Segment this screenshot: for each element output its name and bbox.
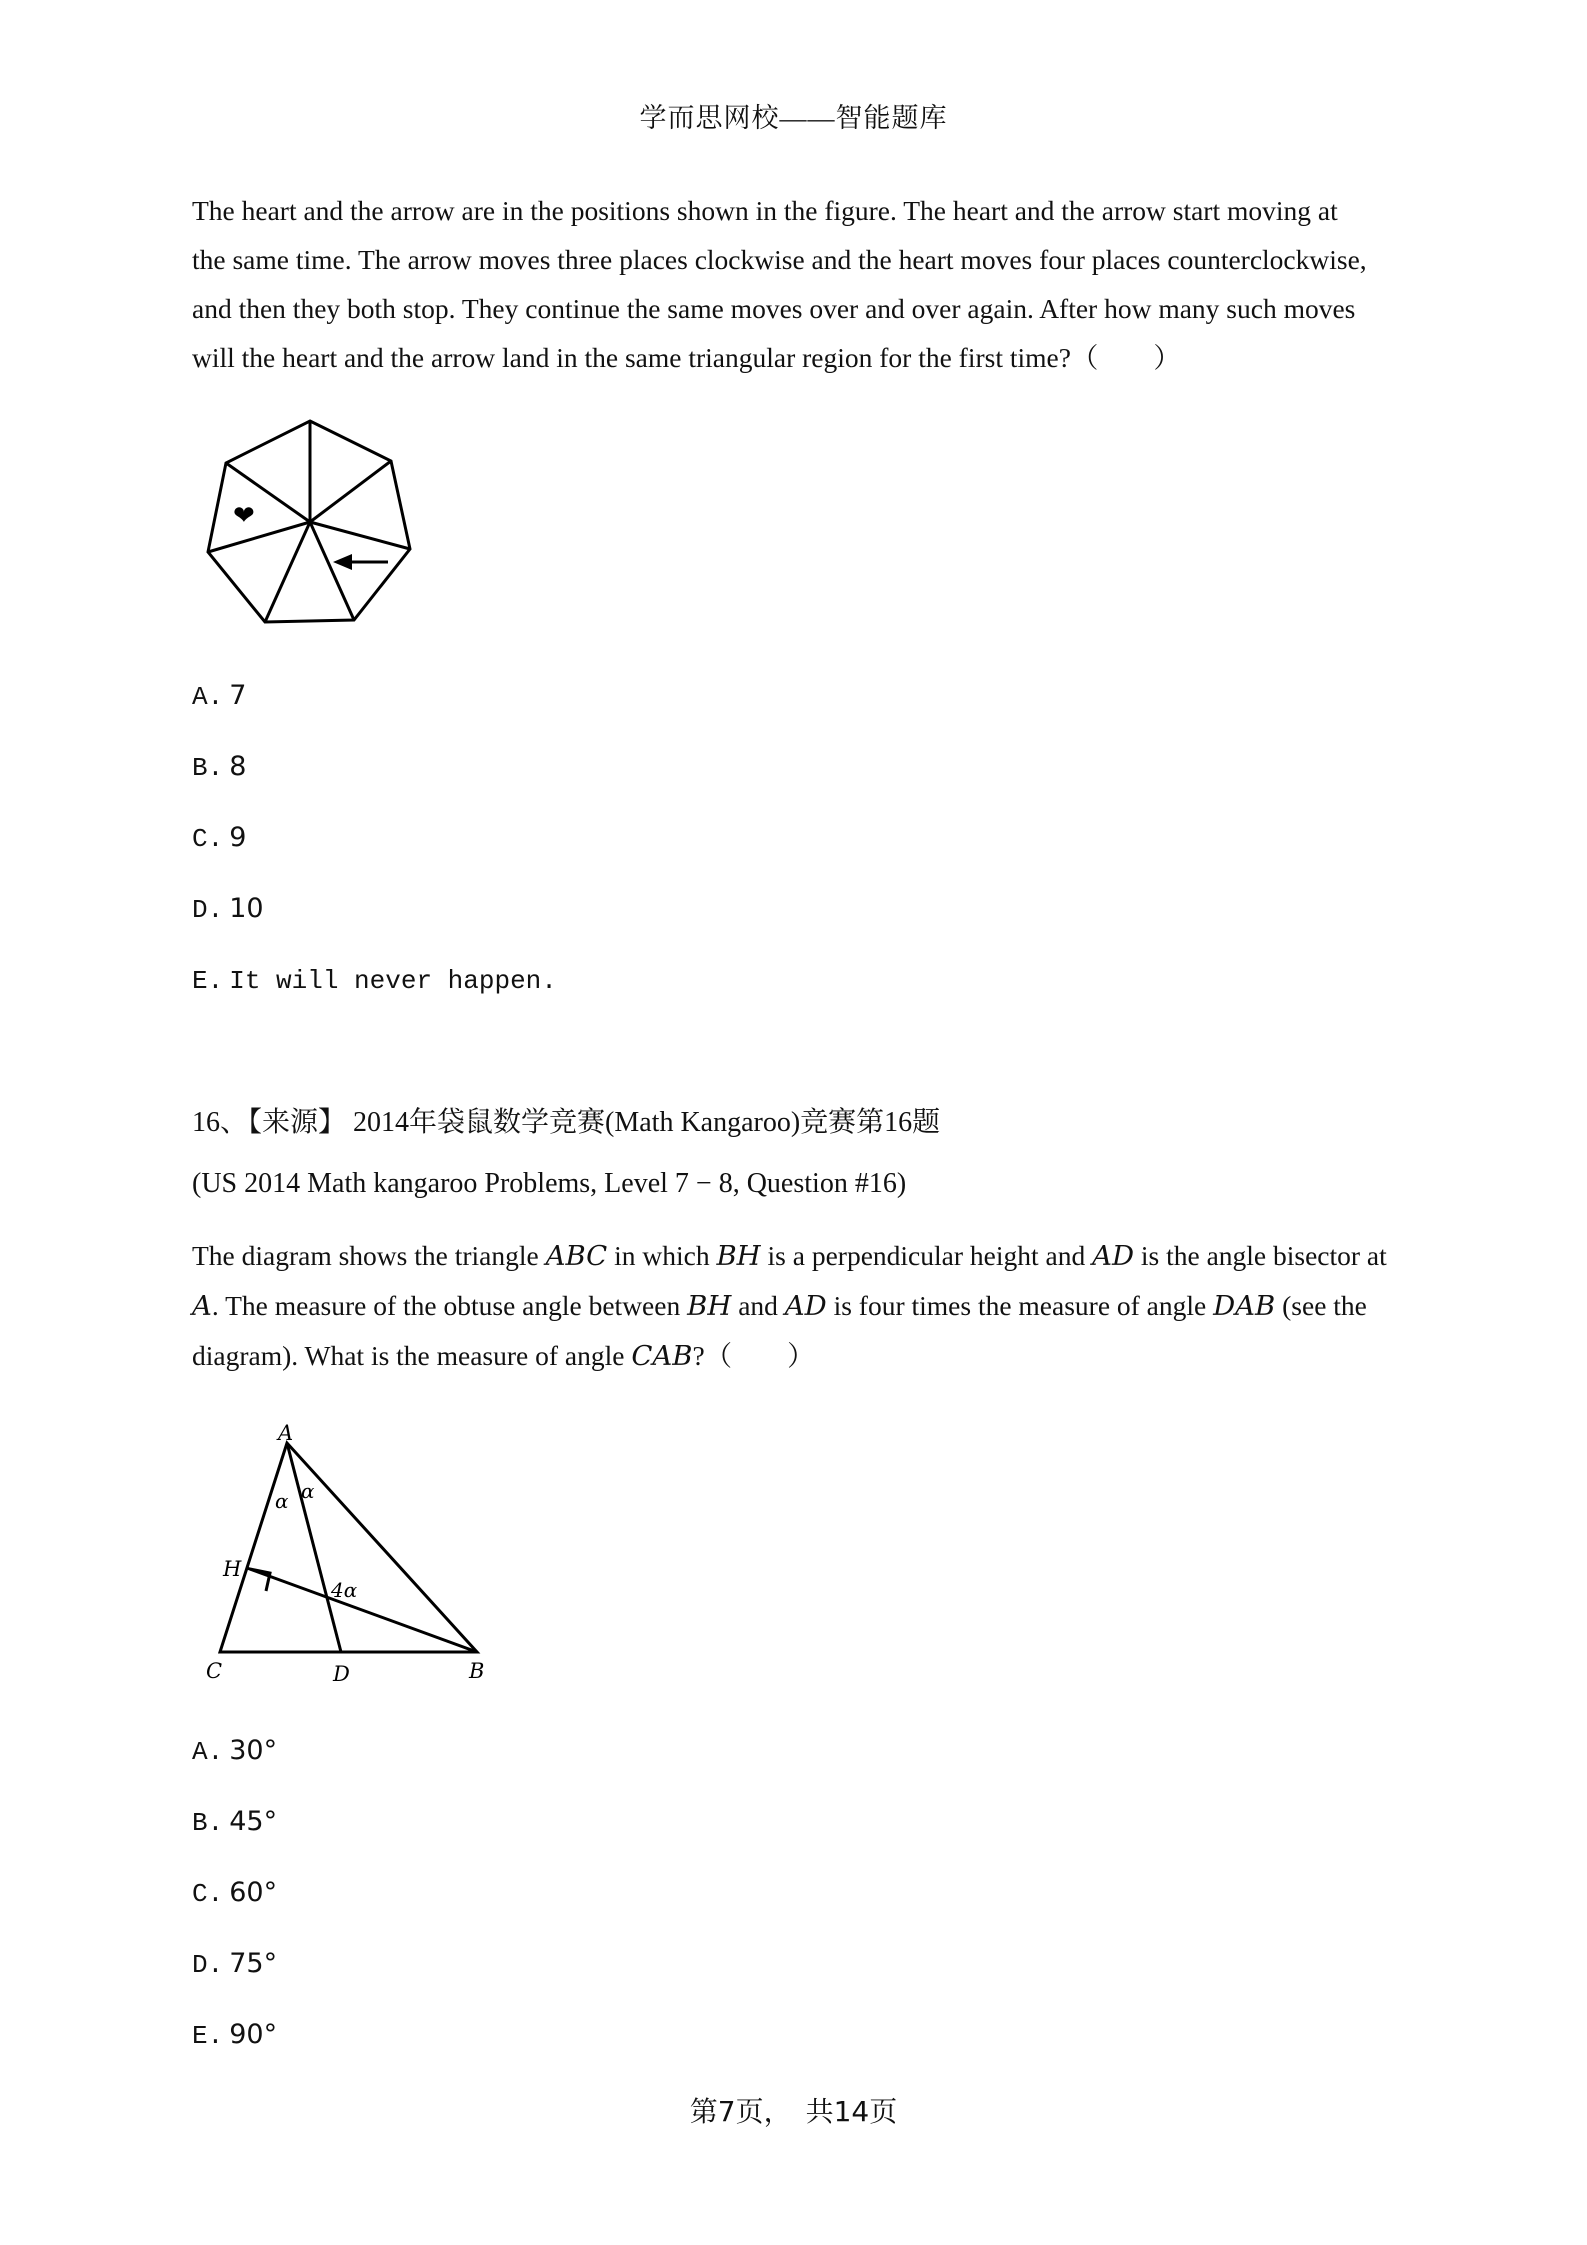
label-h: H bbox=[223, 1557, 242, 1581]
source-tag: 【来源】 bbox=[248, 1107, 347, 1138]
label-d: D bbox=[333, 1662, 350, 1686]
question-16-source bbox=[192, 1100, 940, 1140]
option-value: It will never happen. bbox=[229, 966, 557, 996]
triangle-abc bbox=[220, 1443, 477, 1652]
text-line: The heart and the arrow are in the positions shown in the figure. The heart and the arrow start moving at bbox=[192, 195, 1338, 226]
text-line: the same time. The arrow moves three places clockwise and the heart moves four places counterclockwise, bbox=[192, 244, 1367, 275]
option-label: D. bbox=[192, 895, 224, 925]
text-line: A. The measure of the obtuse angle between BH and AD is four times the measure of angle DAB (see the bbox=[192, 1290, 1367, 1322]
option-label: E. bbox=[192, 2021, 224, 2051]
option-value: 7 bbox=[229, 680, 247, 711]
source-text: 2014年袋鼠数学竞赛(Math Kangaroo)竞赛第16题 bbox=[353, 1107, 941, 1138]
heart-icon: ❤ bbox=[233, 501, 255, 531]
text-line: and then they both stop. They continue the same moves over and over again. After how many such moves bbox=[192, 293, 1356, 324]
option-a[interactable] bbox=[192, 1735, 277, 1767]
option-d[interactable] bbox=[192, 1948, 277, 1980]
option-value: 30° bbox=[229, 1735, 278, 1766]
text-line: diagram). What is the measure of angle CAB?（ ） bbox=[192, 1340, 815, 1372]
label-c: C bbox=[206, 1659, 223, 1683]
heptagon-figure bbox=[195, 410, 435, 630]
label-a: A bbox=[278, 1421, 294, 1445]
option-label: B. bbox=[192, 1808, 224, 1838]
text-line: The diagram shows the triangle ABC in which BH is a perpendicular height and AD is the angle bisector at bbox=[192, 1240, 1387, 1272]
option-label: C. bbox=[192, 1879, 224, 1909]
triangle-figure bbox=[195, 1415, 505, 1695]
label-alpha-left: α bbox=[275, 1489, 289, 1513]
option-value: 9 bbox=[229, 822, 247, 853]
question-16-subtitle: (US 2014 Math kangaroo Problems, Level 7 − 8, Question #16) bbox=[192, 1168, 907, 1199]
option-a[interactable] bbox=[192, 680, 246, 712]
option-label: C. bbox=[192, 824, 224, 854]
option-value: 60° bbox=[229, 1877, 278, 1908]
option-label: D. bbox=[192, 1950, 224, 1980]
option-label: E. bbox=[192, 966, 224, 996]
arrow-left-icon bbox=[333, 554, 388, 570]
option-label: A. bbox=[192, 682, 224, 712]
label-alpha-right: α bbox=[301, 1479, 315, 1503]
option-e[interactable] bbox=[192, 2019, 277, 2051]
option-b[interactable] bbox=[192, 751, 246, 783]
option-e[interactable] bbox=[192, 964, 557, 996]
option-value: 75° bbox=[229, 1948, 278, 1979]
question-15-text bbox=[192, 186, 1412, 382]
question-number: 16、 bbox=[192, 1107, 249, 1138]
label-four-alpha: 4α bbox=[331, 1578, 358, 1602]
option-value: 90° bbox=[229, 2019, 278, 2050]
option-label: A. bbox=[192, 1737, 224, 1767]
page-footer-number: 第7页， 共14页 bbox=[689, 2095, 898, 2128]
label-b: B bbox=[469, 1659, 485, 1683]
text-line: will the heart and the arrow land in the same triangular region for the first time?（ ） bbox=[192, 342, 1181, 373]
option-c[interactable] bbox=[192, 822, 246, 854]
option-d[interactable] bbox=[192, 893, 264, 925]
question-16-text bbox=[192, 1231, 1412, 1381]
option-value: 45° bbox=[229, 1806, 278, 1837]
option-b[interactable] bbox=[192, 1806, 277, 1838]
option-value: 10 bbox=[229, 893, 264, 924]
option-label: B. bbox=[192, 753, 224, 783]
option-value: 8 bbox=[229, 751, 247, 782]
option-c[interactable] bbox=[192, 1877, 277, 1909]
page-header-title: 学而思网校——智能题库 bbox=[639, 103, 948, 133]
right-angle-mark bbox=[250, 1569, 270, 1591]
altitude-bh bbox=[247, 1568, 477, 1652]
